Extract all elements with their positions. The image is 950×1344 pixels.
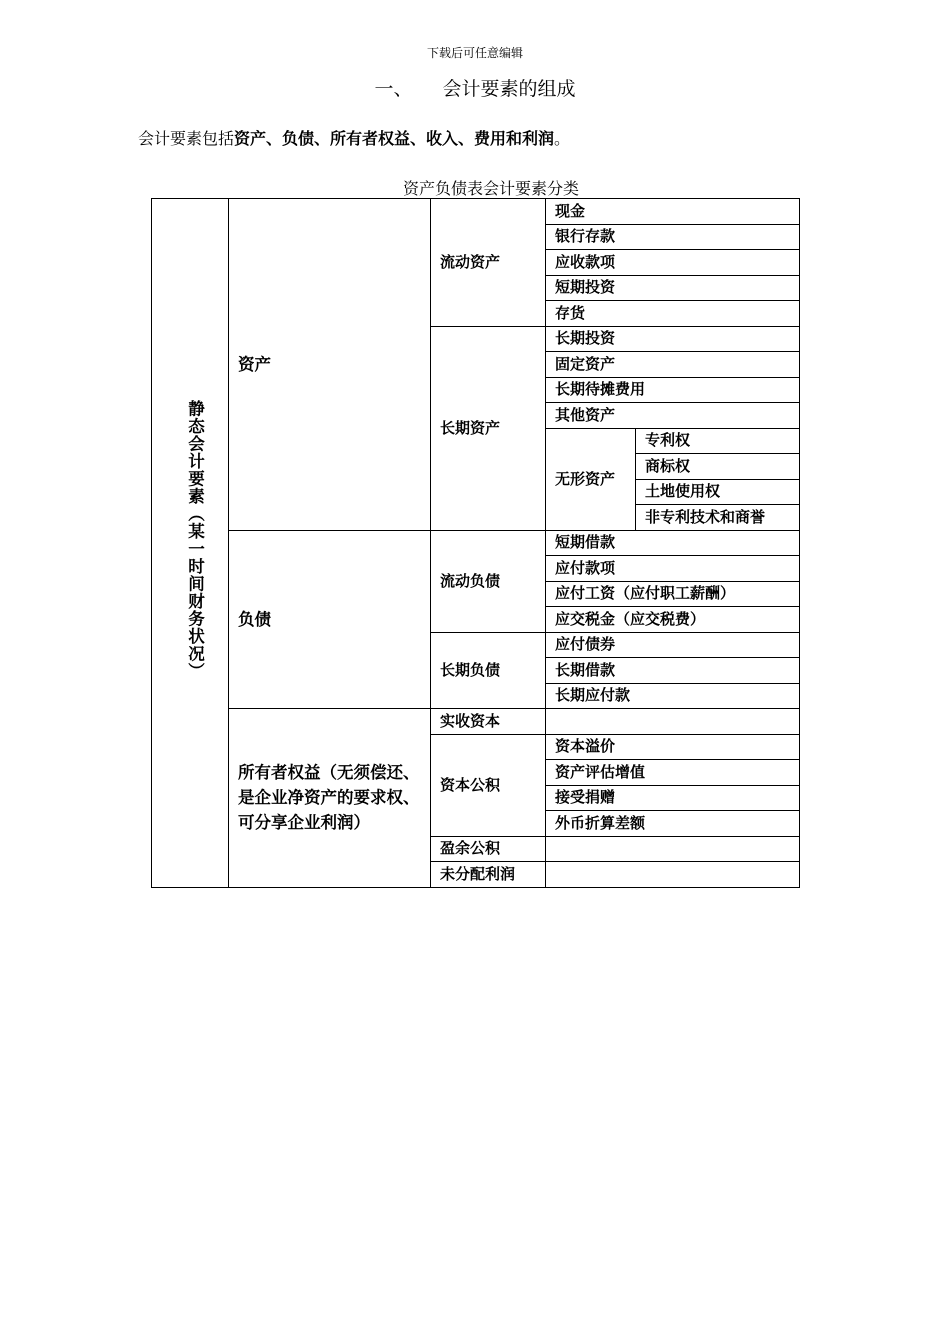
- longterm-assets-label: 长期资产: [440, 418, 501, 437]
- longterm-liabilities-label: 长期负债: [440, 660, 501, 679]
- table-cell: 长期应付款: [546, 683, 800, 709]
- table-cell: 长期待摊费用: [546, 377, 800, 403]
- section-number: 一、: [374, 78, 413, 100]
- table-cell: 未分配利润: [431, 862, 546, 888]
- table-row: [152, 199, 800, 225]
- assets-cell: [229, 199, 431, 531]
- longterm-liabilities-cell: [431, 632, 546, 709]
- liabilities-cell: [229, 530, 431, 709]
- longterm-assets-cell: [431, 326, 546, 530]
- intro-paragraph: [138, 126, 570, 149]
- table-caption: 资产负债表会计要素分类: [402, 179, 579, 198]
- intro-suffix: 。: [554, 129, 571, 148]
- table-cell: 应交税金（应交税费）: [546, 607, 800, 633]
- table-cell: 商标权: [636, 454, 800, 480]
- table-cell-empty: [546, 862, 800, 888]
- intro-prefix: 会计要素包括: [138, 129, 235, 148]
- intangible-assets-label: 无形资产: [555, 469, 616, 488]
- root-category-cell: [152, 199, 229, 888]
- assets-label: 资产: [238, 354, 271, 374]
- intangible-assets-cell: [546, 428, 636, 530]
- capital-reserve-label: 资本公积: [440, 775, 501, 794]
- intro-elements: 资产、负债、所有者权益、收入、费用和利润: [234, 129, 555, 148]
- table-cell: 应收款项: [546, 250, 800, 276]
- current-assets-label: 流动资产: [440, 252, 501, 271]
- table-cell: 固定资产: [546, 352, 800, 378]
- table-cell: 外币折算差额: [546, 811, 800, 837]
- table-cell: 应付款项: [546, 556, 800, 582]
- liabilities-label: 负债: [238, 609, 271, 629]
- table-cell: 专利权: [636, 428, 800, 454]
- table-cell: 土地使用权: [636, 479, 800, 505]
- section-title: [0, 74, 950, 101]
- table-cell-empty: [546, 709, 800, 735]
- table-cell: 应付工资（应付职工薪酬）: [546, 581, 800, 607]
- table-cell: 短期投资: [546, 275, 800, 301]
- table-cell: 接受捐赠: [546, 785, 800, 811]
- root-category: 静态会计要素（某一时间财务状况）: [185, 400, 205, 681]
- current-liabilities-label: 流动负债: [440, 571, 501, 590]
- table-cell: 应付债券: [546, 632, 800, 658]
- table-cell: 现金: [546, 199, 800, 225]
- header-note: 下载后可任意编辑: [426, 46, 523, 60]
- table-cell: 短期借款: [546, 530, 800, 556]
- table-cell: 其他资产: [546, 403, 800, 429]
- current-liabilities-cell: [431, 530, 546, 632]
- table-cell: 长期借款: [546, 658, 800, 684]
- classification-table: [151, 198, 800, 888]
- table-cell: 资本溢价: [546, 734, 800, 760]
- capital-reserve-cell: [431, 734, 546, 836]
- table-cell: 盈余公积: [431, 836, 546, 862]
- table-cell: 非专利技术和商誉: [636, 505, 800, 531]
- table-cell: 实收资本: [431, 709, 546, 735]
- current-assets-cell: [431, 199, 546, 327]
- equity-label: 所有者权益（无须偿还、是企业净资产的要求权、可分享企业利润）: [238, 763, 420, 833]
- table-row: [152, 530, 800, 556]
- equity-cell: [229, 709, 431, 888]
- table-cell: 银行存款: [546, 224, 800, 250]
- table-cell: 资产评估增值: [546, 760, 800, 786]
- table-cell-empty: [546, 836, 800, 862]
- section-title-text: 会计要素的组成: [442, 78, 576, 100]
- table-cell: 存货: [546, 301, 800, 327]
- table-cell: 长期投资: [546, 326, 800, 352]
- table-row: [152, 709, 800, 735]
